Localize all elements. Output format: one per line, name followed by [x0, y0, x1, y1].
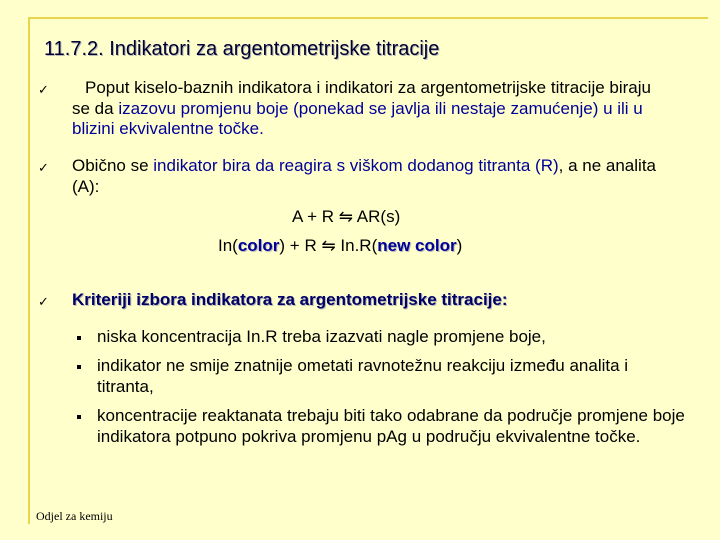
checkmark-icon: ✓	[38, 294, 49, 309]
frame-left-line	[28, 17, 30, 524]
bullet-1-text	[72, 78, 672, 140]
bullet-2-part2: , a ne analita (A):	[72, 156, 656, 196]
frame-top-line	[28, 17, 708, 19]
slide-title: 11.7.2. Indikatori za argentometrijske titracije	[44, 38, 440, 60]
criteria-item: indikator ne smije znatnije ometati ravnotežnu reakciju između analita i titranta,	[97, 356, 629, 396]
square-bullet-icon	[77, 415, 81, 419]
checkmark-icon: ✓	[38, 82, 49, 97]
bullet-2-text	[72, 156, 682, 197]
equation-2-color: color	[237, 236, 280, 255]
footer-text: Odjel za kemiju	[36, 509, 113, 523]
equation-2	[218, 236, 462, 256]
square-bullet-icon	[77, 336, 81, 340]
criteria-item: koncentracije reaktanata trebaju biti tako odabrane da područje promjene boje indikatora potpuno pokriva promjenu pAg u području ekvivalentne točke.	[97, 406, 685, 446]
bullet-2-highlight: indikator bira da reagira s viškom dodanog titranta (R)	[153, 156, 559, 175]
equation-2-p2: ) + R ⇋ In.R(	[279, 236, 378, 255]
square-bullet-icon	[77, 365, 81, 369]
checkmark-icon: ✓	[38, 160, 49, 175]
bullet-1-part1: Poput kiselo-baznih indikatora i indikatori za argentometrijske titracije biraju se da	[72, 78, 651, 118]
bullet-1-highlight: izazovu promjenu boje (ponekad se javlja ili nestaje zamućenje) u ili u blizini ekvivalentne točke.	[72, 98, 643, 138]
criteria-title: Kriteriji izbora indikatora za argentometrijske titracije:	[72, 290, 508, 309]
equation-2-p3: )	[456, 236, 463, 255]
bullet-2-part1: Obično se	[72, 156, 154, 175]
equation-2-p1: In(	[218, 236, 238, 255]
criteria-item: niska koncentracija In.R treba izazvati nagle promjene boje,	[97, 327, 546, 346]
equation-2-new-color: new color	[377, 236, 457, 255]
equation-1: A + R ⇋ AR(s)	[292, 207, 401, 226]
